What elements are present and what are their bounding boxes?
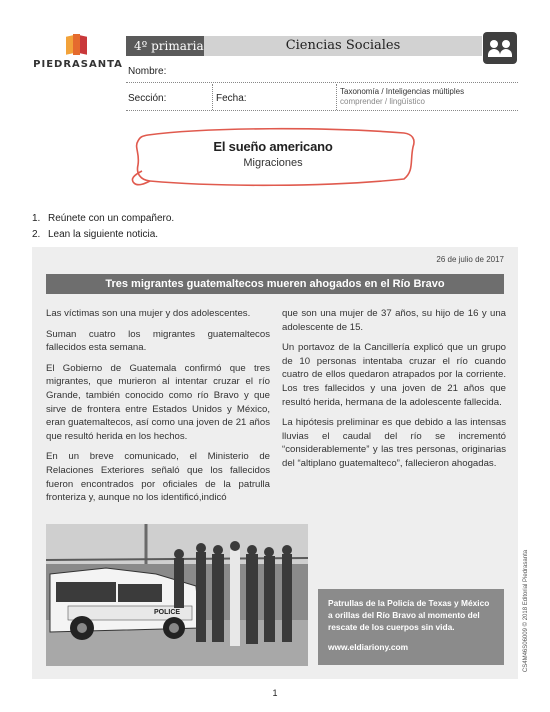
section-label: Sección: (128, 93, 167, 104)
source-link[interactable]: www.eldiariony.com (328, 642, 409, 652)
news-headline: Tres migrantes guatemaltecos mueren ahogados en el Río Bravo (46, 274, 504, 294)
page-title: El sueño americano (213, 139, 333, 154)
news-paragraph: La hipótesis preliminar es que debido a las intensas lluvias el caudal del río se incrementó “considerablemente” y las tres personas, originarias del “altiplano guatemalteco”, fallecieron ahogadas. (282, 417, 506, 469)
taxonomy-sub-label: comprender / lingüístico (340, 97, 425, 106)
news-paragraph: El Gobierno de Guatemala confirmó que tres migrantes, que murieron al intentar cruzar el río Grande, también conocido como río Bravo y que sirve de frontera entre Estados Unidos y México, eran guatemaltecos, así como una joven de 21 años que resultó herida en los hechos. (46, 362, 270, 442)
name-label: Nombre: (128, 66, 167, 77)
news-paragraph: Suman cuatro los migrantes guatemaltecos fallecidos esta semana. (46, 328, 270, 354)
piedrasanta-logo (32, 34, 124, 78)
news-article (32, 247, 518, 679)
news-paragraph: Un portavoz de la Cancillería explicó que un grupo de 10 personas intentaba cruzar el río cuando cuatro de ellos quedaron atrapados por la corriente. Los tres fallecidos y una joven de 21 años que resultó herida, hermana de la adolescente fallecida. (282, 342, 506, 408)
side-code (521, 548, 531, 678)
page-number: 1 (272, 688, 278, 698)
news-paragraph: que son una mujer de 37 años, su hijo de 16 y una adolescente de 15. (282, 308, 506, 333)
news-photo (46, 524, 308, 666)
section-line (126, 110, 518, 111)
news-paragraph: En un breve comunicado, el Ministerio de Relaciones Exteriores señaló que los fallecidos fueron encontrados por oficiales de la patrulla fronteriza y, aunque no los identificó,indicó (46, 451, 270, 504)
name-line[interactable] (126, 82, 518, 83)
grade-label: 4º primaria (126, 36, 204, 56)
news-paragraph: Las víctimas son una mujer y dos adolescentes. (46, 308, 251, 319)
photo-caption (318, 589, 504, 665)
side-code-text: CS4M46S06009 © 2018 Editorial Piedrasanta (523, 549, 529, 673)
logo-mark-icon (66, 34, 90, 56)
logo-text: PIEDRASANTA (33, 59, 123, 70)
group-icon (483, 32, 517, 64)
instruction-item: 1. Reúnete con un compañero. (32, 213, 175, 224)
taxonomy-block (340, 87, 464, 107)
police-car-label: POLICE (154, 609, 181, 616)
page-subtitle: Migraciones (243, 157, 303, 169)
subject-title: Ciencias Sociales (204, 36, 482, 56)
news-date: 26 de julio de 2017 (436, 255, 504, 264)
caption-text: Patrullas de la Policía de Texas y México a orillas del Río Bravo al momento del rescate de los cuerpos sin vida. (328, 598, 490, 632)
news-column-right (282, 307, 506, 478)
instruction-item: 2. Lean la siguiente noticia. (32, 229, 159, 240)
date-label: Fecha: (216, 93, 247, 104)
news-column-left (46, 307, 270, 512)
taxonomy-label: Taxonomía / Inteligencias múltiples (340, 87, 465, 96)
title-ribbon (128, 125, 418, 191)
